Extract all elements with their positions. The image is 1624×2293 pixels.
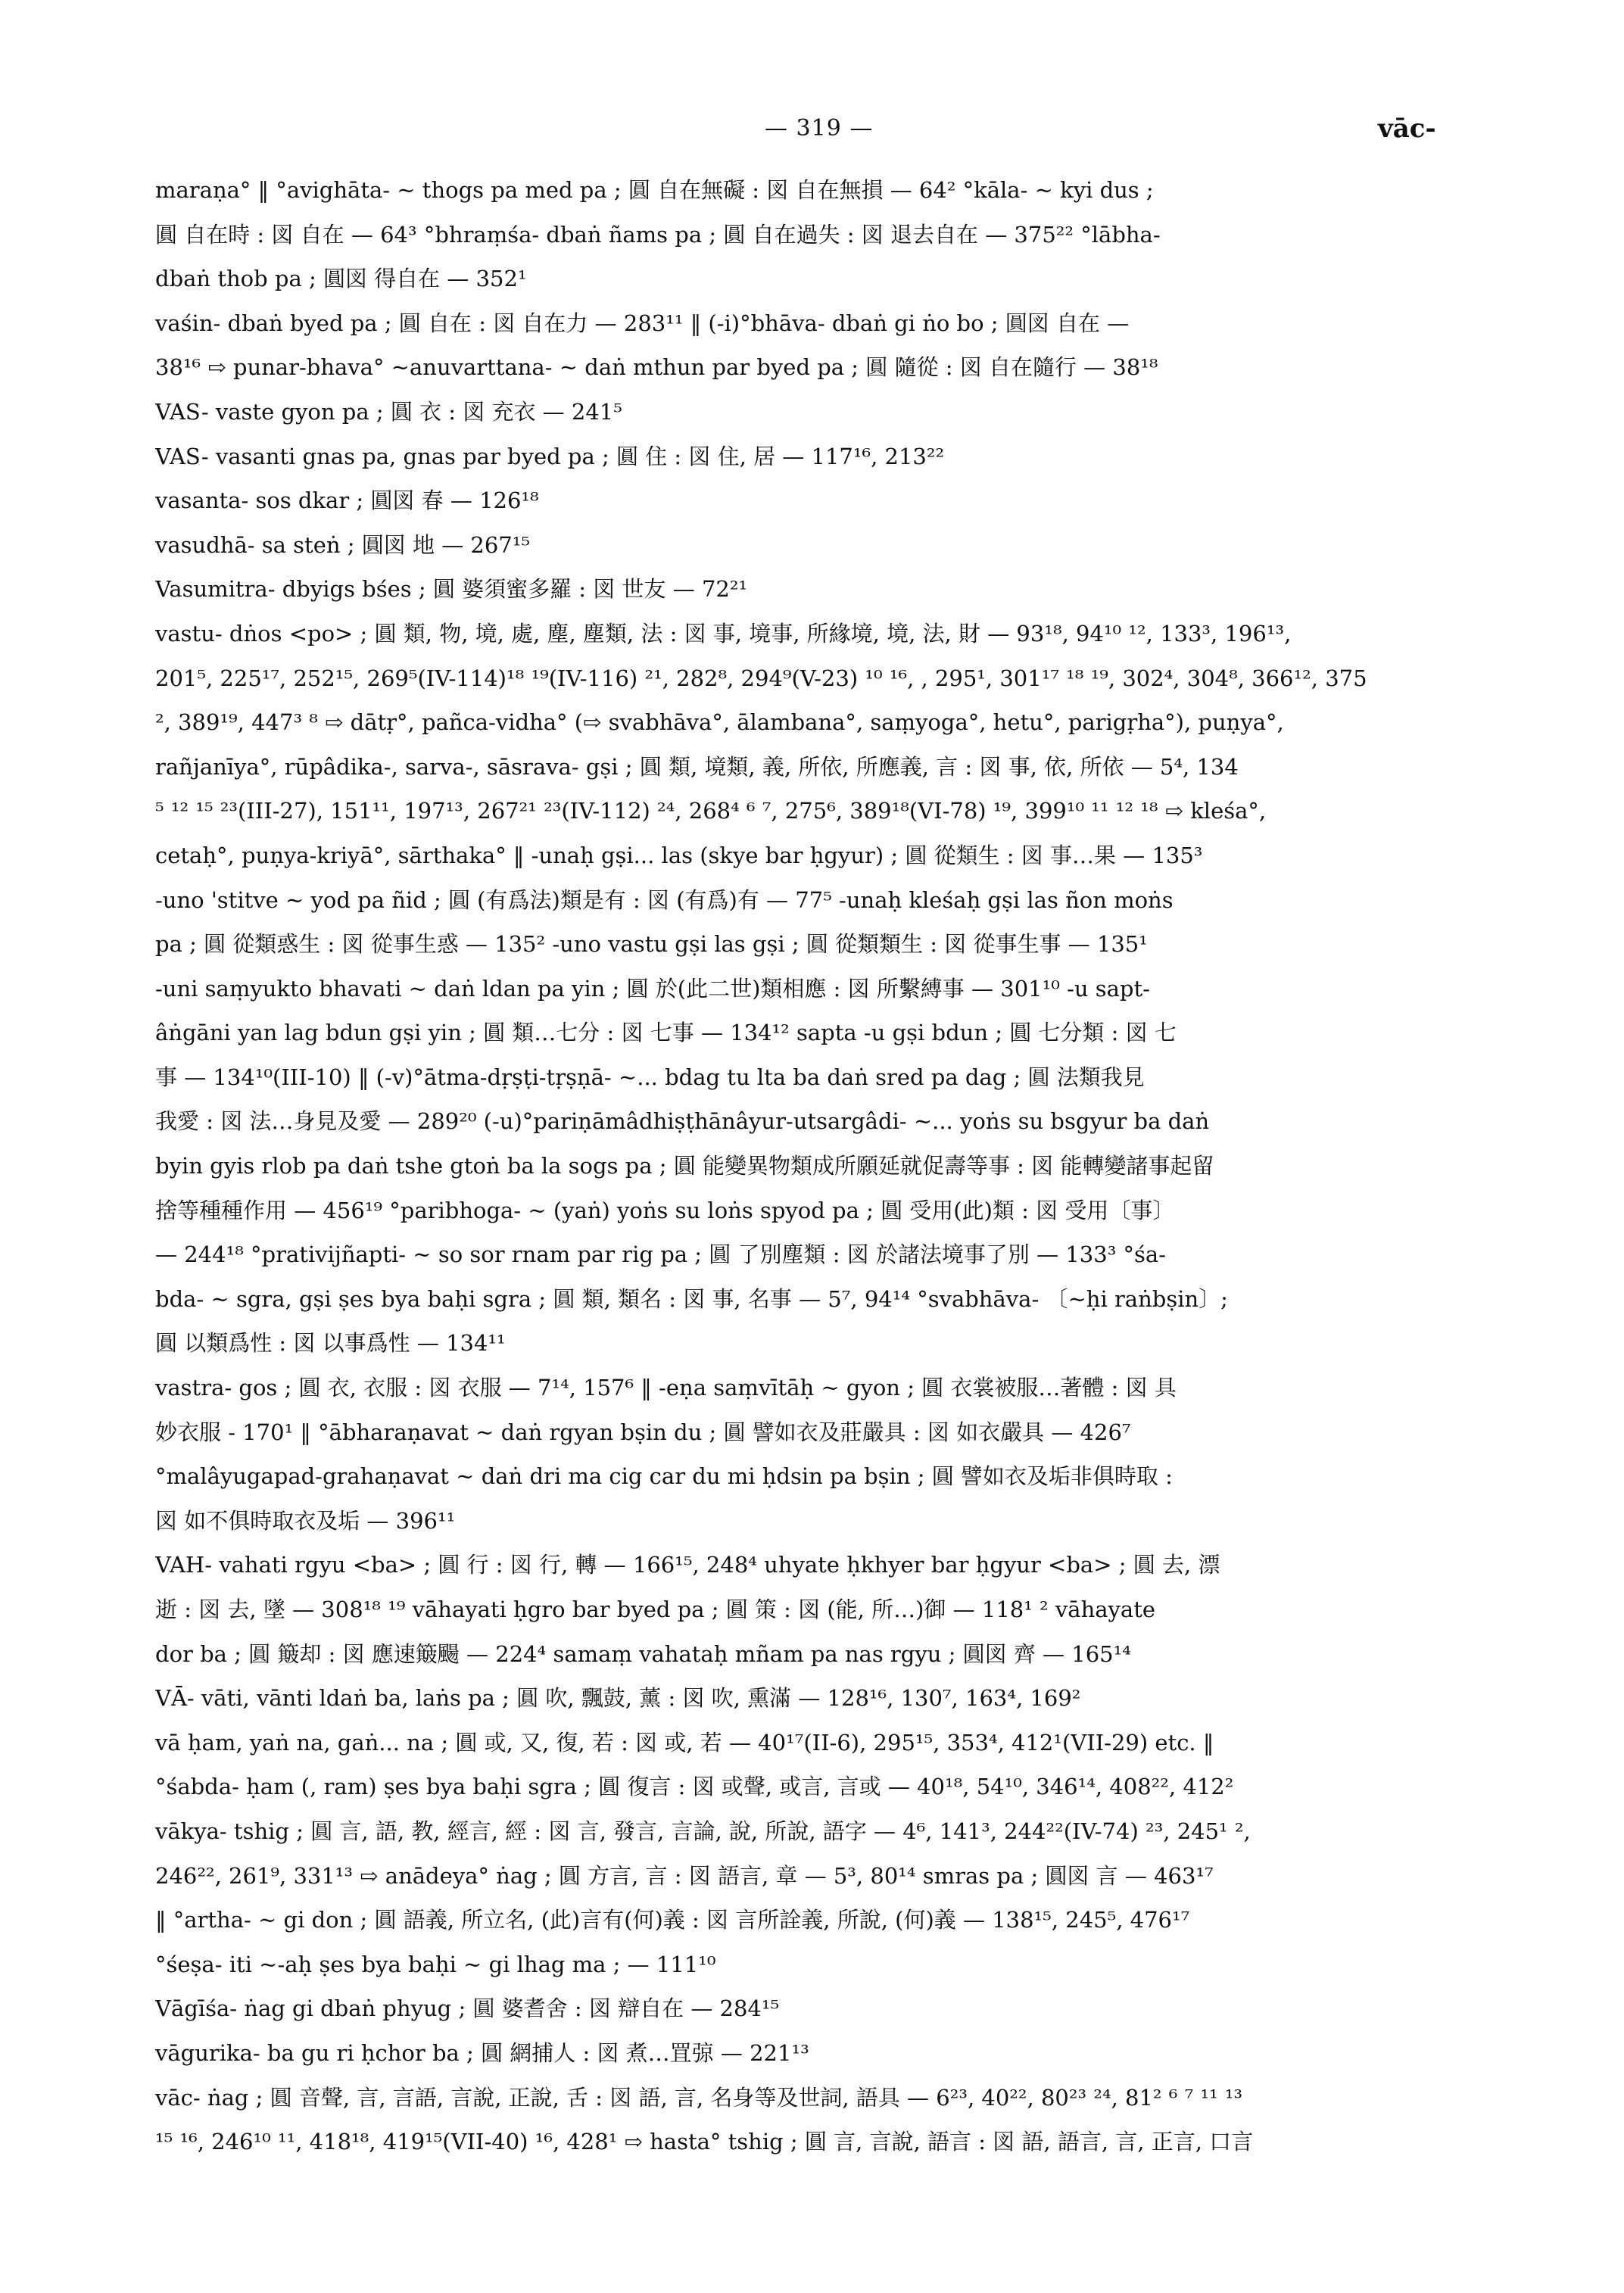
entry-line: vāgurika- ba gu ri ḥchor ba ; 圓 網捕人 : 図 煮…罝弶 — 221¹³	[155, 2039, 809, 2066]
entry-line: ‖ °artha- ~ gi don ; 圓 語義, 所立名, (此)言有(何)義 : 図 言所詮義, 所說, (何)義 — 138¹⁵, 245⁵, 476¹⁷	[155, 1907, 1190, 1933]
entry-line: 38¹⁶ ⇨ punar-bhava° ~anuvarttana- ~ daṅ mthun par byed pa ; 圓 隨從 : 図 自在隨行 — 38¹⁸	[155, 354, 1158, 381]
entry-line: vāc- ṅag ; 圓 音聲, 言, 言語, 言說, 正說, 舌 : 図 語, 言, 名身等及世詞, 語具 — 6²³, 40²², 80²³ ²⁴, 81² ⁶ ⁷ ¹¹ ¹³	[155, 2084, 1243, 2111]
entry-line: 捨等種種作用 — 456¹⁹ °paribhoga- ~ (yaṅ) yoṅs su loṅs spyod pa ; 圓 受用(此)類 : 図 受用〔事〕	[155, 1197, 1175, 1223]
entry-line: 201⁵, 225¹⁷, 252¹⁵, 269⁵(IV-114)¹⁸ ¹⁹(IV-116) ²¹, 282⁸, 294⁹(V-23) ¹⁰ ¹⁶, , 295¹, 301¹⁷ ¹⁸ ¹⁹, 302⁴, 304⁸, 366¹², 375	[155, 665, 1367, 691]
entry-line: 246²², 261⁹, 331¹³ ⇨ anādeya° ṅag ; 圓 方言, 言 : 図 語言, 章 — 5³, 80¹⁴ smras pa ; 圓図 言 — 463¹⁷	[155, 1862, 1214, 1889]
entry-line: rañjanīya°, rūpâdika-, sarva-, sāsrava- gṣi ; 圓 類, 境類, 義, 所依, 所應義, 言 : 図 事, 依, 所依 — 5⁴, 134	[155, 753, 1239, 780]
entry-line: vasanta- sos dkar ; 圓図 春 — 126¹⁸	[155, 488, 539, 514]
entry-line: — 244¹⁸ °prativijñapti- ~ so sor rnam par rig pa ; 圓 了別塵類 : 図 於諸法境事了別 — 133³ °śa-	[155, 1242, 1167, 1268]
entry-line: -uno 'stitve ~ yod pa ñid ; 圓 (有爲法)類是有 : 図 (有爲)有 — 77⁵ -unaḥ kleśaḥ gṣi las ñon moṅs	[155, 886, 1174, 913]
entry-line: 妙衣服 - 170¹ ‖ °ābharaṇavat ~ daṅ rgyan bṣin du ; 圓 譬如衣及莊嚴具 : 図 如衣嚴具 — 426⁷	[155, 1419, 1131, 1445]
entry-line: -uni saṃyukto bhavati ~ daṅ ldan pa yin ; 圓 於(此二世)類相應 : 図 所繫縛事 — 301¹⁰ -u sapt-	[155, 975, 1150, 1002]
running-head-word: vāc-	[1378, 114, 1436, 144]
page-number: — 319 —	[765, 115, 874, 142]
entry-line: vasudhā- sa steṅ ; 圓図 地 — 267¹⁵	[155, 531, 531, 558]
entries-body	[155, 168, 1492, 2164]
entry-line: vastu- dṅos <po> ; 圓 類, 物, 境, 處, 塵, 塵類, 法 : 図 事, 境事, 所緣境, 境, 法, 財 — 93¹⁸, 94¹⁰ ¹², 133³, 196¹³,	[155, 620, 1292, 646]
entry-line: 圓 自在時 : 図 自在 — 64³ °bhraṃśa- dbaṅ ñams pa ; 圓 自在過失 : 図 退去自在 — 375²² °lābha-	[155, 221, 1161, 248]
entry-line: byin gyis rlob pa daṅ tshe gtoṅ ba la sogs pa ; 圓 能變異物類成所願延就促壽等事 : 図 能轉變諸事起留	[155, 1153, 1214, 1179]
entry-line: VAS- vasanti gnas pa, gnas par byed pa ; 圓 住 : 図 住, 居 — 117¹⁶, 213²²	[155, 443, 945, 469]
entry-line: 我愛 : 図 法…身見及愛 — 289²⁰ (-u)°pariṇāmâdhiṣṭhānâyur-utsargâdi- ~... yoṅs su bsgyur ba daṅ	[155, 1108, 1210, 1135]
entry-line: 事 — 134¹⁰(III-10) ‖ (-v)°ātma-dṛṣṭi-tṛṣṇā- ~... bdag tu lta ba daṅ sred pa dag ; 圓 法類我見	[155, 1064, 1145, 1090]
entry-line: ¹⁵ ¹⁶, 246¹⁰ ¹¹, 418¹⁸, 419¹⁵(VII-40) ¹⁶, 428¹ ⇨ hasta° tshig ; 圓 言, 言說, 語言 : 図 語, 語言, 言, 正言, 口言	[155, 2129, 1254, 2155]
entry-line: dbaṅ thob pa ; 圓図 得自在 — 352¹	[155, 266, 527, 292]
entry-line: ², 389¹⁹, 447³ ⁸ ⇨ dātṛ°, pañca-vidha° (⇨ svabhāva°, ālambana°, saṃyoga°, hetu°, parigṛha°), puṇya°,	[155, 709, 1284, 736]
entry-line: °śabda- ḥam (, ram) ṣes bya baḥi sgra ; 圓 復言 : 図 或聲, 或言, 言或 — 40¹⁸, 54¹⁰, 346¹⁴, 408²², 412²	[155, 1774, 1234, 1800]
entry-line: Vasumitra- dbyigs bśes ; 圓 婆須蜜多羅 : 図 世友 — 72²¹	[155, 576, 748, 603]
entry-line: âṅgāni yan lag bdun gṣi yin ; 圓 類…七分 : 図 七事 — 134¹² sapta -u gṣi bdun ; 圓 七分類 : 図 七	[155, 1020, 1177, 1046]
entry-line: dor ba ; 圓 簸却 : 図 應速簸颺 — 224⁴ samaṃ vahataḥ mñam pa nas rgyu ; 圓図 齊 — 165¹⁴	[155, 1640, 1131, 1667]
entry-line: vastra- gos ; 圓 衣, 衣服 : 図 衣服 — 7¹⁴, 157⁶ ‖ -eṇa saṃvītāḥ ~ gyon ; 圓 衣裳被服…著體 : 図 具	[155, 1375, 1177, 1401]
entry-line: VAH- vahati rgyu <ba> ; 圓 行 : 図 行, 轉 — 166¹⁵, 248⁴ uhyate ḥkhyer bar ḥgyur <ba> ; 圓 去, 漂	[155, 1552, 1220, 1578]
entry-line: °śeṣa- iti ~-aḥ ṣes bya baḥi ~ gi lhag ma ; — 111¹⁰	[155, 1951, 716, 1977]
entry-line: °malâyugapad-grahaṇavat ~ daṅ dri ma cig car du mi ḥdsin pa bṣin ; 圓 譬如衣及垢非俱時取 :	[155, 1463, 1173, 1490]
entry-line: 圓 以類爲性 : 図 以事爲性 — 134¹¹	[155, 1330, 506, 1357]
entry-line: pa ; 圓 從類惑生 : 図 從事生惑 — 135² -uno vastu gṣi las gṣi ; 圓 從類類生 : 図 從事生事 — 135¹	[155, 931, 1148, 958]
entry-line: VĀ- vāti, vānti ldaṅ ba, laṅs pa ; 圓 吹, 飄鼓, 薰 : 図 吹, 熏滿 — 128¹⁶, 130⁷, 163⁴, 169²	[155, 1685, 1081, 1712]
entry-line: vā ḥam, yaṅ na, gaṅ... na ; 圓 或, 又, 復, 若 : 図 或, 若 — 40¹⁷(II-6), 295¹⁵, 353⁴, 412¹(VII-29) etc. ‖	[155, 1729, 1214, 1756]
entry-line: bda- ~ sgra, gṣi ṣes bya baḥi sgra ; 圓 類, 類名 : 図 事, 名事 — 5⁷, 94¹⁴ °svabhāva- 〔~ḥi raṅbṣin〕;	[155, 1285, 1228, 1312]
entry-line: vaśin- dbaṅ byed pa ; 圓 自在 : 図 自在力 — 283¹¹ ‖ (-i)°bhāva- dbaṅ gi ṅo bo ; 圓図 自在 —	[155, 310, 1130, 336]
entry-line: ⁵ ¹² ¹⁵ ²³(III-27), 151¹¹, 197¹³, 267²¹ ²³(IV-112) ²⁴, 268⁴ ⁶ ⁷, 275⁶, 389¹⁸(VI-78) ¹⁹, 399¹⁰ ¹¹ ¹² ¹⁸ ⇨ kleśa°,	[155, 798, 1267, 824]
entry-line: Vāgīśa- ṅag gi dbaṅ phyug ; 圓 婆耆舍 : 図 辯自在 — 284¹⁵	[155, 1995, 780, 2022]
entry-line: 図 如不俱時取衣及垢 — 396¹¹	[155, 1507, 456, 1534]
entry-line: 逝 : 図 去, 墜 — 308¹⁸ ¹⁹ vāhayati ḥgro bar byed pa ; 圓 策 : 図 (能, 所…)御 — 118¹ ² vāhayate	[155, 1597, 1156, 1622]
entry-line: VAS- vaste gyon pa ; 圓 衣 : 図 充衣 — 241⁵	[155, 398, 622, 425]
entry-line: maraṇa° ‖ °avighāta- ~ thogs pa med pa ; 圓 自在無礙 : 図 自在無損 — 64² °kāla- ~ kyi dus ;	[155, 177, 1154, 203]
entry-line: vākya- tshig ; 圓 言, 語, 教, 經言, 經 : 図 言, 發言, 言論, 說, 所說, 語字 — 4⁶, 141³, 244²²(IV-74) ²³, 245¹ ²,	[155, 1818, 1251, 1844]
entry-line: cetaḥ°, puṇya-kriyā°, sārthaka° ‖ -unaḥ gṣi... las (skye bar ḥgyur) ; 圓 從類生 : 図 事…果 — 135³	[155, 842, 1203, 868]
